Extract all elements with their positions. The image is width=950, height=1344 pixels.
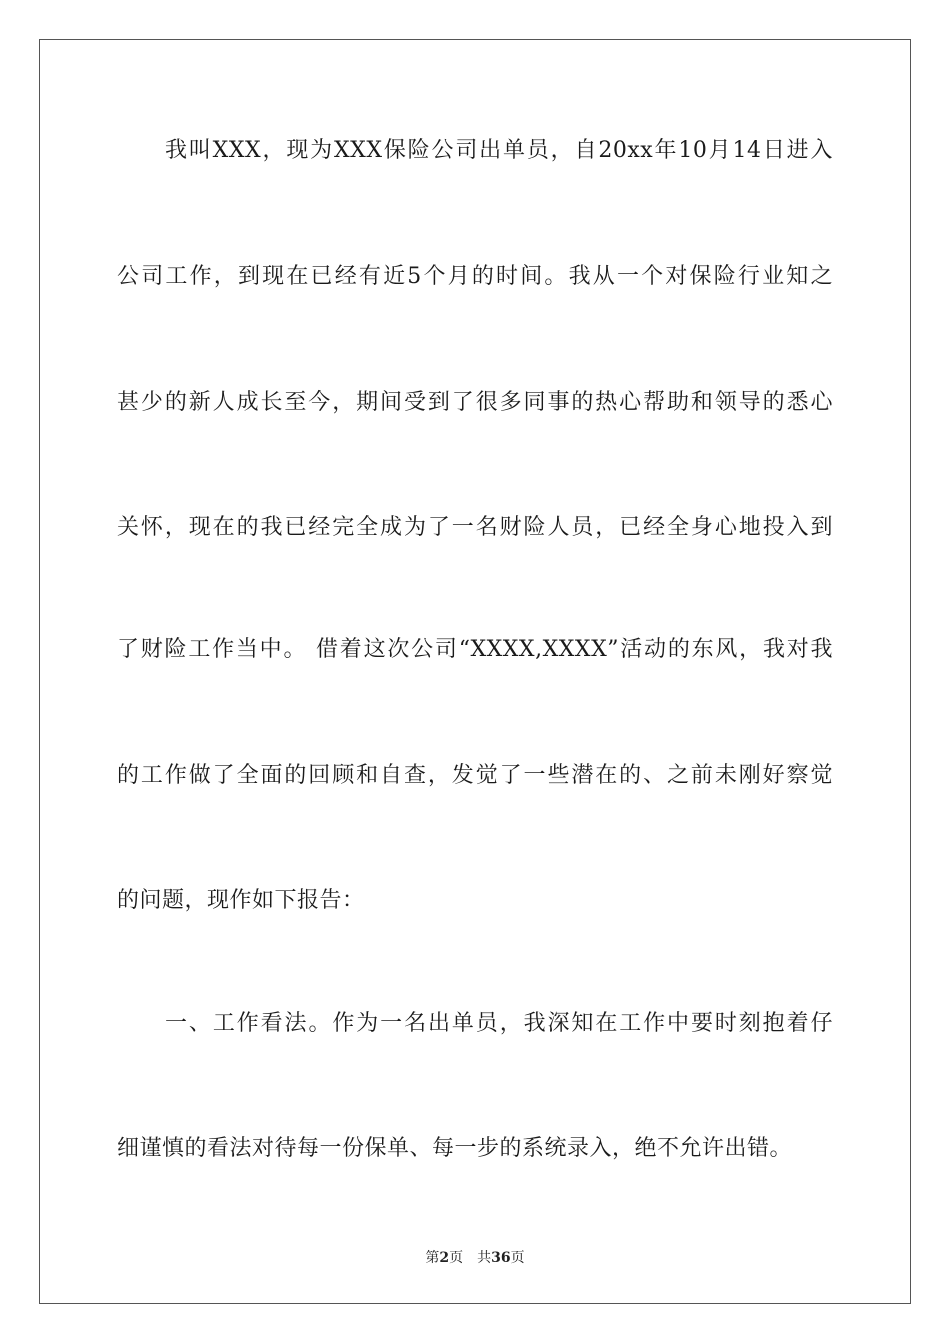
page-number: 2 — [439, 1250, 450, 1266]
paragraph-line-2: 公司工作，到现在已经有近5个月的时间。我从一个对保险行业知之 — [117, 264, 833, 289]
paragraph-line-5: 了财险工作当中。 借着这次公司“XXXX,XXXX”活动的东风，我对我 — [117, 637, 833, 662]
paragraph-line-9: 细谨慎的看法对待每一份保单、每一步的系统录入，绝不允许出错。 — [117, 1136, 793, 1161]
page-label-suffix: 页 — [449, 1250, 464, 1266]
paragraph-line-7: 的问题，现作如下报告： — [117, 888, 365, 913]
paragraph-line-1: 我叫XXX，现为XXX保险公司出单员，自20xx年10月14日进入 — [165, 138, 833, 163]
page-footer — [0, 1248, 950, 1268]
paragraph-line-8: 一、工作看法。作为一名出单员，我深知在工作中要时刻抱着仔 — [165, 1011, 833, 1036]
total-label-prefix: 共 — [477, 1250, 492, 1266]
paragraph-line-3: 甚少的新人成长至今，期间受到了很多同事的热心帮助和领导的悉心 — [117, 390, 833, 415]
paragraph-line-6: 的工作做了全面的回顾和自查，发觉了一些潜在的、之前未刚好察觉 — [117, 763, 833, 788]
page-border — [39, 39, 911, 1304]
paragraph-line-4: 关怀，现在的我已经完全成为了一名财险人员，已经全身心地投入到 — [117, 515, 833, 540]
total-pages: 36 — [491, 1250, 511, 1266]
total-label-suffix: 页 — [510, 1250, 525, 1266]
page-label-prefix: 第 — [425, 1250, 440, 1266]
